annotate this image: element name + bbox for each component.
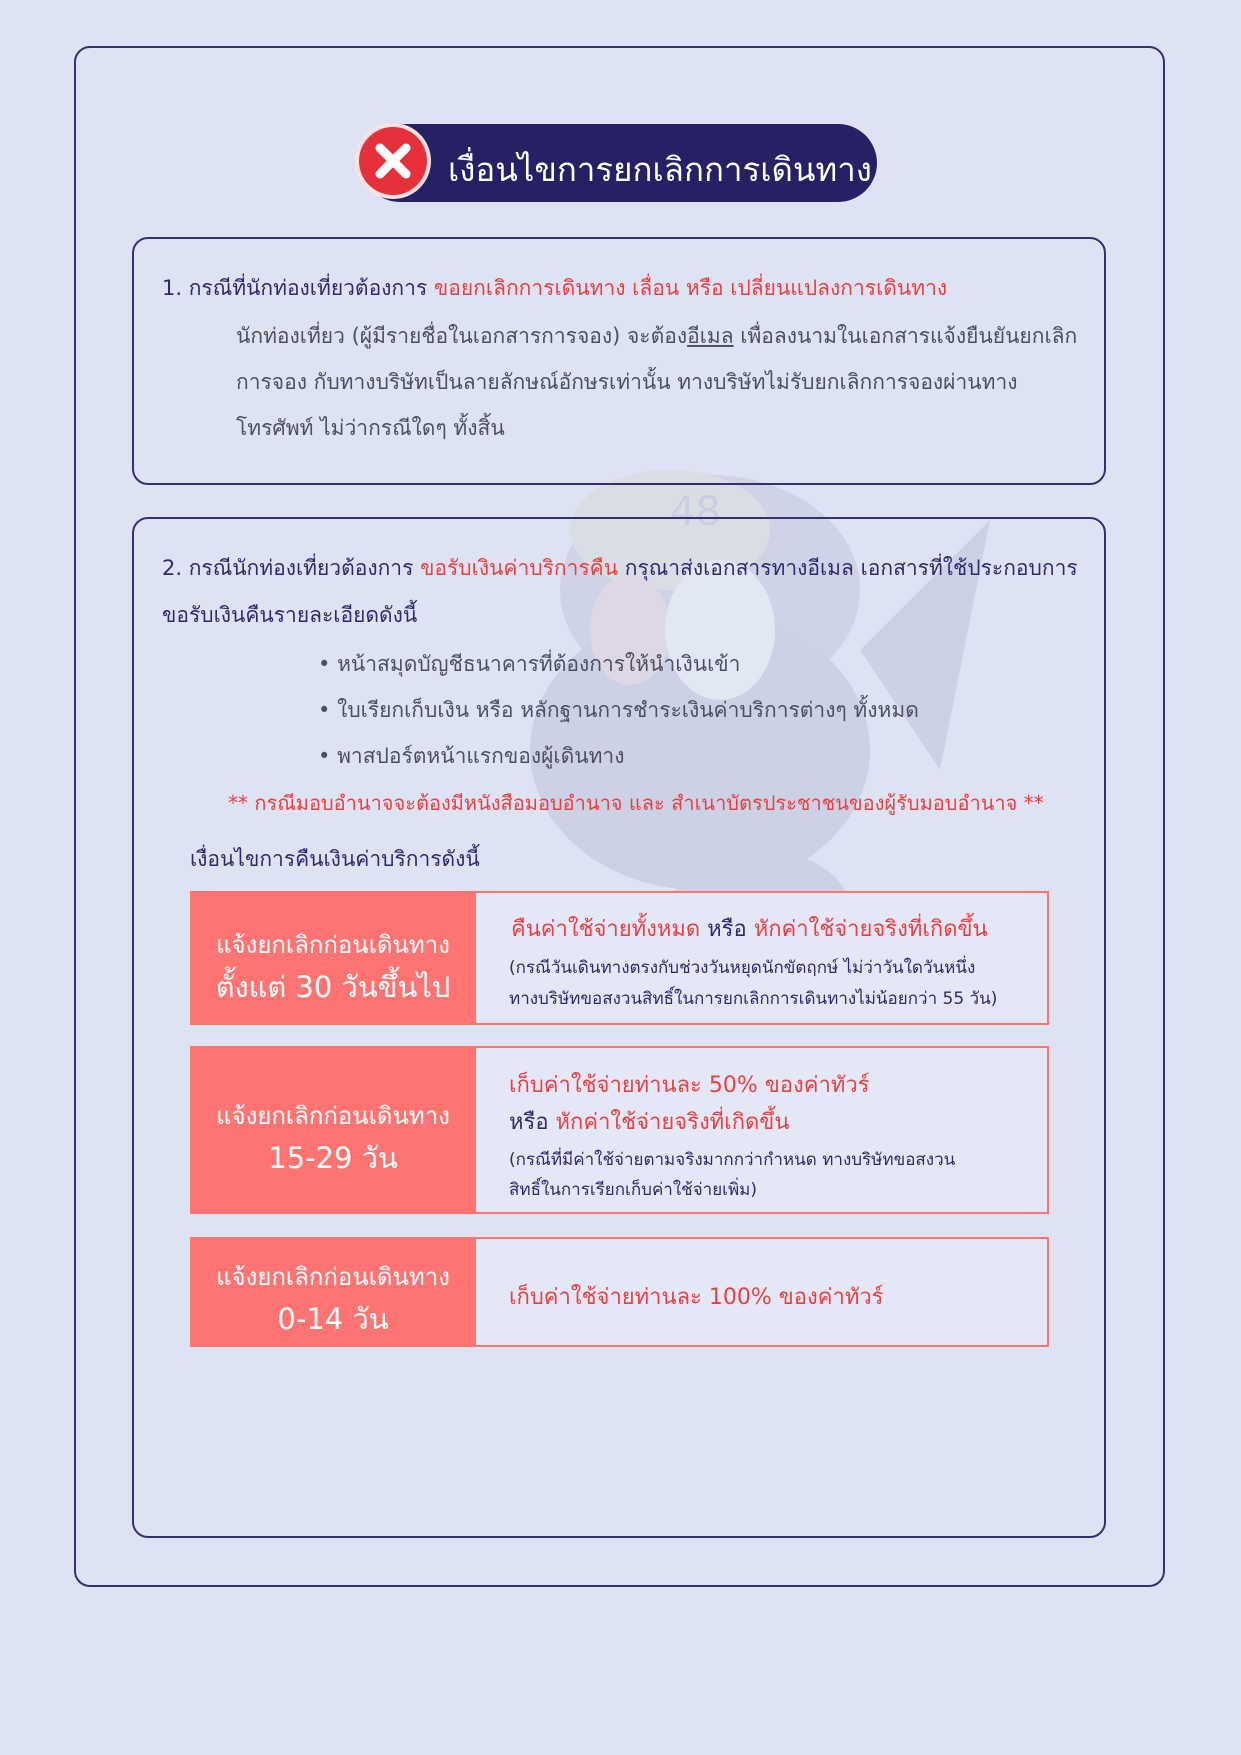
refund-row-detail (476, 1237, 1049, 1347)
row-detail-b: หักค่าใช้จ่ายจริงที่เกิดขึ้น (753, 917, 988, 942)
bullet-item: • พาสปอร์ตหน้าแรกของผู้เดินทาง (318, 744, 625, 768)
row-label-line1: แจ้งยกเลิกก่อนเดินทาง (216, 1102, 450, 1130)
section1-line1-a: นักท่องเที่ยว (ผู้มีรายชื่อในเอกสารการจอง) จะต้อง (236, 324, 688, 348)
section1-heading-prefix: 1. กรณีที่นักท่องเที่ยวต้องการ (162, 276, 428, 300)
section1-line3: โทรศัพท์ ไม่ว่ากรณีใดๆ ทั้งสิ้น (236, 416, 505, 440)
row-detail-or: หรือ (509, 1110, 556, 1135)
section2-heading-line2: ขอรับเงินคืนรายละเอียดดังนี้ (162, 603, 418, 627)
page-title: เงื่อนไขการยกเลิกการเดินทาง (448, 150, 872, 189)
row-label-line1: แจ้งยกเลิกก่อนเดินทาง (216, 1263, 450, 1291)
bullet-item: • ใบเรียกเก็บเงิน หรือ หลักฐานการชำระเงินค่าบริการต่างๆ ทั้งหมด (318, 698, 919, 722)
row-detail-note1: (กรณีที่มีค่าใช้จ่ายตามจริงมากกว่ากำหนด ทางบริษัทขอสงวน (509, 1150, 956, 1170)
section2-heading (162, 552, 1078, 585)
authorization-note: ** กรณีมอบอำนาจจะต้องมีหนังสือมอบอำนาจ และ สำเนาบัตรประชาชนของผู้รับมอบอำนาจ ** (228, 791, 1044, 815)
refund-row-detail (476, 1046, 1049, 1214)
row-detail-a: เก็บค่าใช้จ่ายท่านละ 100% ของค่าทัวร์ (509, 1285, 884, 1310)
section1-line1-c: เพื่อลงนามในเอกสารแจ้งยืนยันยกเลิก (733, 324, 1078, 348)
refund-conditions-title: เงื่อนไขการคืนเงินค่าบริการดังนี้ (190, 847, 480, 871)
row-detail-note1: (กรณีวันเดินทางตรงกับช่วงวันหยุดนักขัตฤกษ์ ไม่ว่าวันใดวันหนึ่ง (509, 958, 976, 978)
row-detail-or: หรือ (700, 917, 754, 942)
bullet-text: พาสปอร์ตหน้าแรกของผู้เดินทาง (337, 744, 625, 768)
section1-line1 (236, 320, 1077, 353)
close-icon (359, 127, 427, 195)
row-detail-a: คืนค่าใช้จ่ายทั้งหมด (511, 917, 701, 942)
refund-row-label (190, 1046, 476, 1214)
section1-heading (162, 272, 947, 305)
refund-row-label (190, 891, 476, 1025)
section2-heading-suffix: กรุณาส่งเอกสารทางอีเมล เอกสารที่ใช้ประกอบการ (624, 556, 1078, 580)
row-label-line2: ตั้งแต่ 30 วันขึ้นไป (215, 970, 451, 1004)
email-link[interactable]: อีเมล (687, 324, 734, 348)
row-label-line2: 0-14 วัน (277, 1302, 389, 1336)
bullet-text: หน้าสมุดบัญชีธนาคารที่ต้องการให้นำเงินเข้า (337, 652, 741, 676)
section2-heading-prefix: 2. กรณีนักท่องเที่ยวต้องการ (162, 556, 414, 580)
row-detail-a: เก็บค่าใช้จ่ายท่านละ 50% ของค่าทัวร์ (509, 1073, 870, 1098)
bullet-text: ใบเรียกเก็บเงิน หรือ หลักฐานการชำระเงินค่าบริการต่างๆ ทั้งหมด (337, 698, 919, 722)
section1-heading-highlight: ขอยกเลิกการเดินทาง เลื่อน หรือ เปลี่ยนแปลงการเดินทาง (433, 276, 948, 300)
refund-row-label (190, 1237, 476, 1347)
row-detail-main (509, 1104, 789, 1139)
watermark-badge-number: 48 (670, 489, 721, 535)
section2-heading-highlight: ขอรับเงินค่าบริการคืน (420, 556, 619, 580)
refund-row-detail (476, 891, 1049, 1025)
row-detail-main (511, 911, 988, 946)
row-label-line2: 15-29 วัน (268, 1141, 398, 1175)
bullet-item: • หน้าสมุดบัญชีธนาคารที่ต้องการให้นำเงินเข้า (318, 652, 741, 676)
section1-line2: การจอง กับทางบริษัทเป็นลายลักษณ์อักษรเท่านั้น ทางบริษัทไม่รับยกเลิกการจองผ่านทาง (236, 370, 1018, 394)
row-label-line1: แจ้งยกเลิกก่อนเดินทาง (216, 931, 450, 959)
row-detail-note2: ทางบริษัทขอสงวนสิทธิ์ในการยกเลิกการเดินทางไม่น้อยกว่า 55 วัน) (509, 989, 998, 1009)
row-detail-b: หักค่าใช้จ่ายจริงที่เกิดขึ้น (555, 1110, 790, 1135)
row-detail-note2: สิทธิ์ในการเรียกเก็บค่าใช้จ่ายเพิ่ม) (509, 1180, 758, 1200)
